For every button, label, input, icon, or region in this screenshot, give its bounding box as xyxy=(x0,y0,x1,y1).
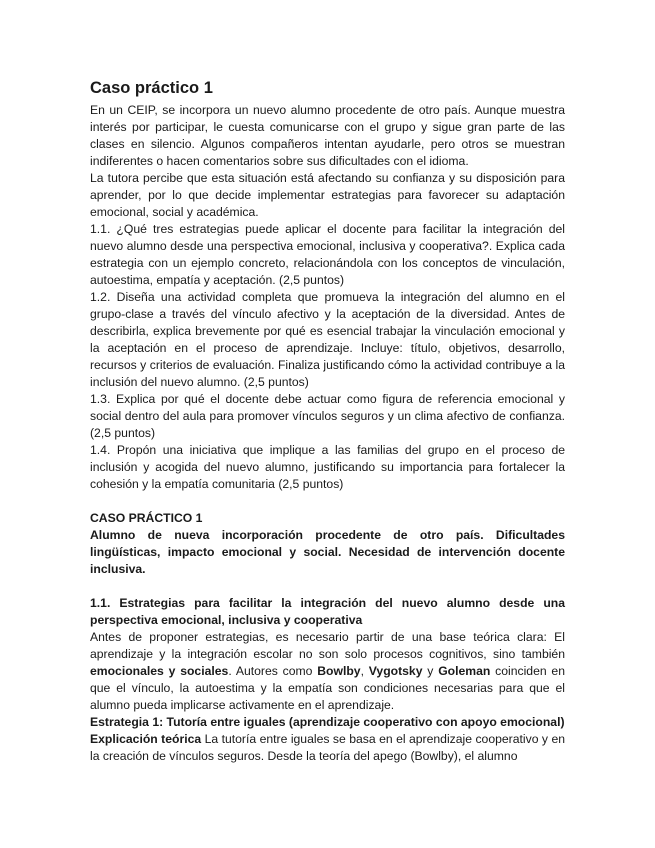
section-heading: 1.1. Estrategias para facilitar la integración del nuevo alumno desde una perspectiva emocional, inclusiva y cooperativa xyxy=(90,596,565,627)
section-text-2: . Autores como xyxy=(228,664,318,678)
section-bold-4: Goleman xyxy=(438,664,491,678)
question-1-4: 1.4. Propón una iniciativa que implique a las familias del grupo en el proceso de inclusión y acogida del nuevo alumno, justificando su importancia para fortalecer la cohesión y la empatía comunitaria (2,5 puntos) xyxy=(90,443,565,491)
question-1-1: 1.1. ¿Qué tres estrategias puede aplicar el docente para facilitar la integración del nuevo alumno desde una perspectiva emocional, inclusiva y cooperativa?. Explica cada estrategia con un ejemplo concreto, relacionándola con los conceptos de vinculación, autoestima, empatía y aceptación. (2,5 puntos) xyxy=(90,222,565,287)
strategy-paragraph xyxy=(90,731,565,765)
intro-paragraph-2: La tutora percibe que esta situación está afectando su confianza y su disposición para aprender, por lo que decide implementar estrategias para favorecer su adaptación emocional, social y académica. xyxy=(90,171,565,219)
section-text-4: y xyxy=(422,664,439,678)
section-bold-3: Vygotsky xyxy=(368,664,423,678)
intro-paragraph-1: En un CEIP, se incorpora un nuevo alumno procedente de otro país. Aunque muestra interés por participar, le cuesta comunicarse con el grupo y sigue gran parte de las clases en silencio. Algunos compañeros intentan ayudarle, pero otros se muestran indiferentes o hacen comentarios sobre sus dificultades con el idioma. xyxy=(90,103,565,168)
section-text-5: coinciden en que el vínculo, la autoestima y la empatía son condiciones necesarias para que el alumno pueda implicarse activamente en el aprendizaje. xyxy=(90,664,565,712)
question-1-3: 1.3. Explica por qué el docente debe actuar como figura de referencia emocional y social dentro del aula para promover vínculos seguros y un clima afectivo de confianza. (2,5 puntos) xyxy=(90,392,565,440)
strategy-label: Explicación teórica xyxy=(90,732,202,746)
document-title: Caso práctico 1 xyxy=(90,79,213,97)
answer-subheading: Alumno de nueva incorporación procedente de otro país. Dificultades lingüísticas, impacto emocional y social. Necesidad de intervención docente inclusiva. xyxy=(90,528,565,576)
section-text-1: Antes de proponer estrategias, es necesario partir de una base teórica clara: El aprendizaje y la integración escolar no son solo procesos cognitivos, sino también xyxy=(90,630,565,661)
question-1-2: 1.2. Diseña una actividad completa que promueva la integración del alumno en el grupo-clase a través del vínculo afectivo y la aceptación de la diversidad. Antes de describirla, explica brevemente por qué es esencial trabajar la vinculación emocional y la aceptación en el proceso de aprendizaje. Incluye: título, objetivos, desarrollo, recursos y criterios de evaluación. Finaliza justificando cómo la actividad contribuye a la inclusión del nuevo alumno. (2,5 puntos) xyxy=(90,290,565,389)
strategy-heading: Estrategia 1: Tutoría entre iguales (aprendizaje cooperativo con apoyo emocional) xyxy=(90,715,565,729)
answer-heading: CASO PRÁCTICO 1 xyxy=(90,511,203,525)
section-text-3: , xyxy=(360,664,369,678)
section-bold-2: Bowlby xyxy=(317,664,361,678)
document-page xyxy=(90,78,565,765)
strategy-text: La tutoría entre iguales se basa en el aprendizaje cooperativo y en la creación de vínculos seguros. Desde la teoría del apego (Bowlby), el alumno xyxy=(90,732,566,763)
section-paragraph xyxy=(90,629,565,714)
section-bold-1: emocionales y sociales xyxy=(90,664,229,678)
